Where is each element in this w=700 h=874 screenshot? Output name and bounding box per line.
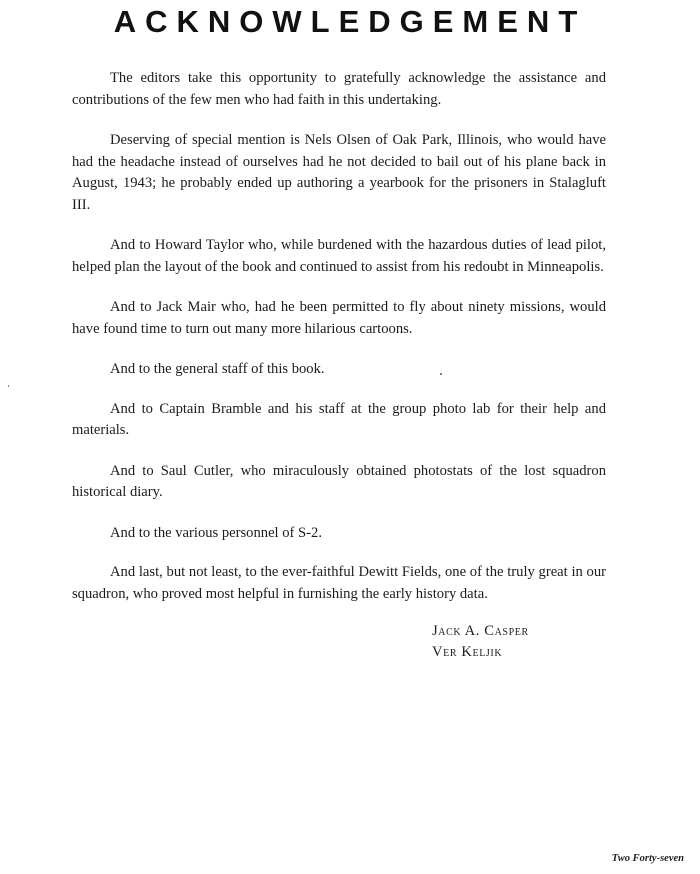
print-speck <box>440 373 442 375</box>
paragraph-intro: The editors take this opportunity to gratefully acknowledge the assistance and contributions of the few men who had faith in this undertaking. <box>72 70 606 108</box>
signature-block <box>432 621 529 663</box>
paragraph-saul-cutler: And to Saul Cutler, who miraculously obtained photostats of the lost squadron historical diary. <box>72 462 606 500</box>
page-number: Two Forty-seven <box>611 853 684 864</box>
paragraph-general-staff: And to the general staff of this book. <box>110 361 325 377</box>
paragraph-captain-bramble: And to Captain Bramble and his staff at the group photo lab for their help and materials. <box>72 400 606 438</box>
acknowledgement-body <box>72 68 606 624</box>
page-title: ACKNOWLEDGEMENT <box>113 4 587 39</box>
paragraph-s2-personnel: And to the various personnel of S-2. <box>110 524 322 541</box>
paragraph-dewitt-fields: And last, but not least, to the ever-faithful Dewitt Fields, one of the truly great in our squadron, who proved most helpful in furnishing the early history data. <box>72 564 606 602</box>
paragraph-howard-taylor: And to Howard Taylor who, while burdened with the hazardous duties of lead pilot, helped plan the layout of the book and continued to assist from his redoubt in Minneapolis. <box>72 237 606 275</box>
print-speck <box>8 385 9 387</box>
signature-jack-casper: Jack A. Casper <box>432 623 529 639</box>
paragraph-jack-mair: And to Jack Mair who, had he been permitted to fly about ninety missions, would have found time to turn out many more hilarious cartoons. <box>72 299 606 337</box>
paragraph-nels-olsen: Deserving of special mention is Nels Olsen of Oak Park, Illinois, who would have had the headache instead of ourselves had he not decided to bail out of his plane back in August, 1943; he probably ended up authoring a yearbook for the prisoners in Stalagluft III. <box>72 132 606 213</box>
signature-ver-keljik: Ver Keljik <box>432 644 503 660</box>
